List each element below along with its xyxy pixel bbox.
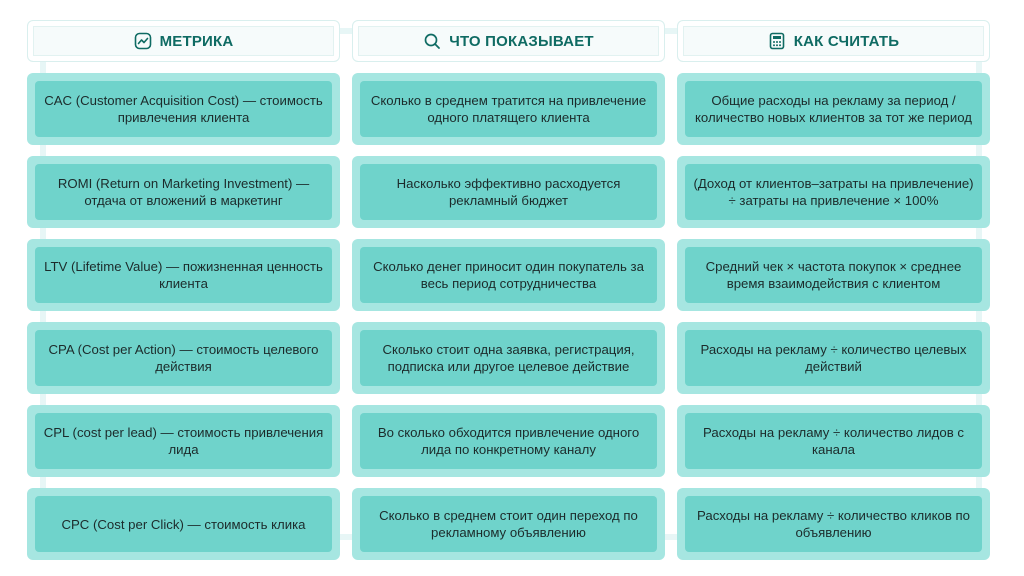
metric-text: CPL (cost per lead) — стоимость привлечения лида	[35, 413, 332, 469]
table-cell-metric	[27, 322, 340, 394]
shows-text: Во сколько обходится привлечение одного лида по конкретному каналу	[360, 413, 657, 469]
table-cell-shows	[352, 239, 665, 311]
shows-text: Сколько в среднем тратится на привлечение одного платящего клиента	[360, 81, 657, 137]
metrics-table	[27, 20, 990, 560]
search-icon	[423, 32, 441, 50]
table-cell-metric	[27, 239, 340, 311]
shows-text: Насколько эффективно расходуется рекламный бюджет	[360, 164, 657, 220]
calc-text: Расходы на рекламу ÷ количество лидов с канала	[685, 413, 982, 469]
header-metric	[27, 20, 340, 62]
table-cell-calc	[677, 73, 990, 145]
table-cell-metric	[27, 156, 340, 228]
metric-text: CAC (Customer Acquisition Cost) — стоимость привлечения клиента	[35, 81, 332, 137]
metric-text: LTV (Lifetime Value) — пожизненная ценность клиента	[35, 247, 332, 303]
calc-text: Общие расходы на рекламу за период / количество новых клиентов за тот же период	[685, 81, 982, 137]
table-cell-metric	[27, 73, 340, 145]
calc-text: Расходы на рекламу ÷ количество целевых действий	[685, 330, 982, 386]
table-cell-calc	[677, 156, 990, 228]
header-calc	[677, 20, 990, 62]
table-cell-shows	[352, 73, 665, 145]
table-cell-calc	[677, 322, 990, 394]
table-cell-shows	[352, 405, 665, 477]
table-cell-shows	[352, 322, 665, 394]
table-cell-calc	[677, 488, 990, 560]
shows-text: Сколько денег приносит один покупатель за весь период сотрудничества	[360, 247, 657, 303]
table-cell-shows	[352, 488, 665, 560]
header-metric-label: МЕТРИКА	[159, 32, 234, 50]
header-calc-label: КАК СЧИТАТЬ	[793, 32, 900, 50]
header-shows-label: ЧТО ПОКАЗЫВАЕТ	[449, 32, 594, 50]
shows-text: Сколько стоит одна заявка, регистрация, подписка или другое целевое действие	[360, 330, 657, 386]
metric-text: CPC (Cost per Click) — стоимость клика	[35, 496, 332, 552]
table-cell-calc	[677, 239, 990, 311]
metric-text: CPA (Cost per Action) — стоимость целевого действия	[35, 330, 332, 386]
trend-chart-icon	[134, 32, 152, 50]
table-cell-calc	[677, 405, 990, 477]
calc-text: Расходы на рекламу ÷ количество кликов по объявлению	[685, 496, 982, 552]
calc-text: (Доход от клиентов–затраты на привлечение) ÷ затраты на привлечение × 100%	[685, 164, 982, 220]
metric-text: ROMI (Return on Marketing Investment) — отдача от вложений в маркетинг	[35, 164, 332, 220]
calculator-icon	[768, 32, 786, 50]
calc-text: Средний чек × частота покупок × среднее время взаимодействия с клиентом	[685, 247, 982, 303]
header-shows	[352, 20, 665, 62]
shows-text: Сколько в среднем стоит один переход по рекламному объявлению	[360, 496, 657, 552]
table-cell-metric	[27, 488, 340, 560]
table-cell-shows	[352, 156, 665, 228]
table-cell-metric	[27, 405, 340, 477]
